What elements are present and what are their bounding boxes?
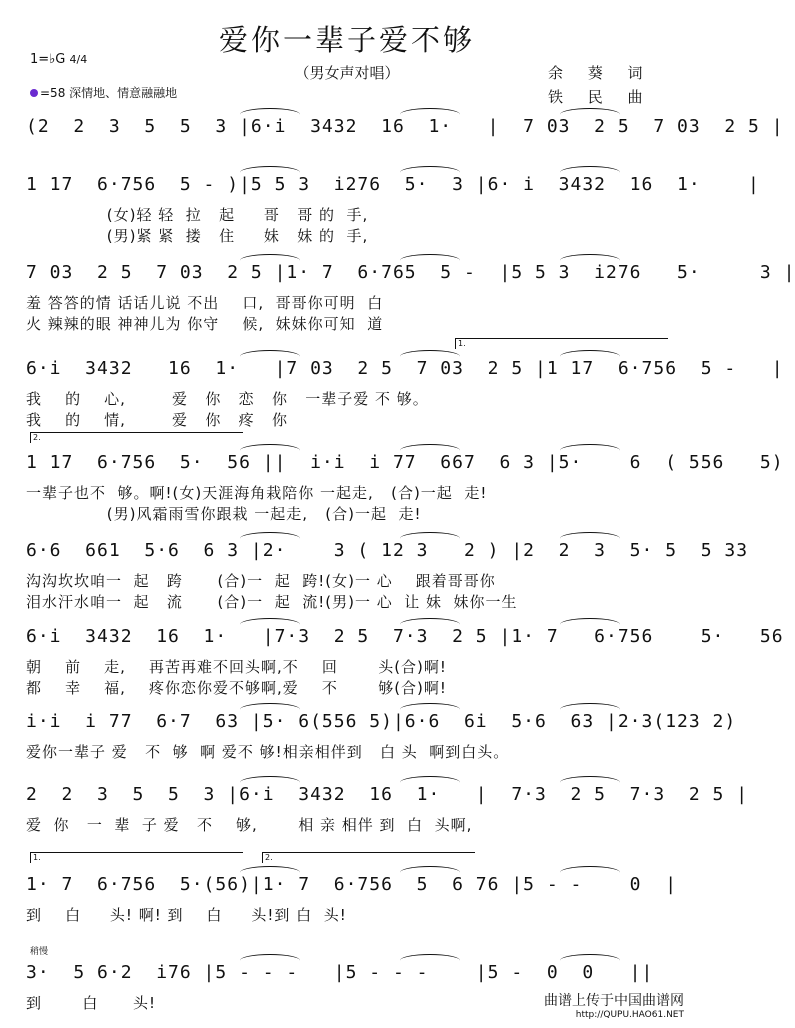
slur-mark [240,444,300,457]
slur-mark [560,444,620,457]
slur-mark [560,866,620,879]
key-signature [30,52,87,67]
slur-mark [400,866,460,879]
lyric-line: 羞 答答的情 话话儿说 不出 口, 哥哥你可明 白 [26,294,384,312]
watermark-line1: 曲谱上传于中国曲谱网 [544,993,684,1009]
slur-mark [400,350,460,363]
watermark-url: http://QUPU.HAO61.NET [575,1010,684,1020]
notation-line: 1 17 6·756 5 - )|5 5 3 i276 5· 3 |6· i 3432 16 1· | [26,174,760,195]
slur-mark [400,954,460,967]
lyric-line: 我 的 心, 爱 你 恋 你 一辈子爱 不 够。 [26,390,429,408]
notation-line: 2 2 3 5 5 3 |6·i 3432 16 1· | 7·3 2 5 7·3 2 5 | [26,784,749,805]
slur-mark [560,108,620,121]
notation-line: 1 17 6·756 5· 56 || i·i i 77 667 6 3 |5· 6 ( 556 5) [26,452,784,473]
key-text: 1=♭G [30,52,66,67]
notation-line: 6·i 3432 16 1· |7 03 2 5 7 03 2 5 |1 17 6·756 5 - | [26,358,784,379]
slur-mark [400,776,460,789]
slur-mark [400,254,460,267]
slur-mark [560,618,620,631]
volta-bracket: 2. [262,852,475,863]
slur-mark [560,954,620,967]
slur-mark [240,703,300,716]
slur-mark [240,866,300,879]
slur-mark [560,350,620,363]
notation-line: i·i i 77 6·7 63 |5· 6(556 5)|6·6 6i 5·6 63 |2·3(123 2) [26,711,737,732]
slur-mark [240,166,300,179]
subtitle: （男女声对唱） [294,64,400,82]
notation-line: 7 03 2 5 7 03 2 5 |1· 7 6·765 5 - |5 5 3 i276 5· 3 | [26,262,795,283]
slur-mark [240,254,300,267]
composer-credit: 铁 民 曲 [548,88,653,106]
slur-mark [560,703,620,716]
volta-bracket: 1. [30,852,243,863]
slur-mark [400,703,460,716]
lyric-line: 到 白 头! [26,994,156,1012]
lyric-line: 到 白 头! 啊! 到 白 头!到 白 头! [26,906,347,924]
tempo-value: =58 [40,86,66,100]
slur-mark [400,532,460,545]
time-signature: 4/4 [69,53,88,66]
notation-line: 6·6 661 5·6 6 3 |2· 3 ( 12 3 2 ) |2 2 3 5· 5 5 33 [26,540,749,561]
tempo-change-mark: 稍慢 [30,947,49,957]
lyric-line: (男)风霜雨雪你跟栽 一起走, (合)一起 走! [26,505,422,523]
notation-line: 6·i 3432 16 1· |7·3 2 5 7·3 2 5 |1· 7 6·756 5· 56 [26,626,784,647]
notation-line: (2 2 3 5 5 3 |6·i 3432 16 1· | 7 03 2 5 7 03 2 5 | [26,116,784,137]
slur-mark [240,776,300,789]
slur-mark [240,618,300,631]
lyric-line: 一辈子也不 够。啊!(女)天涯海角栽陪你 一起走, (合)一起 走! [26,484,488,502]
slur-mark [560,776,620,789]
slur-mark [400,108,460,121]
notation-line: 1· 7 6·756 5·(56)|1· 7 6·756 5 6 76 |5 - - 0 | [26,874,678,895]
lyric-line: 泪水汗水咱一 起 流 (合)一 起 流!(男)一 心 让 妹 妹你一生 [26,593,518,611]
lyric-line: 都 幸 福, 疼你恋你爱不够啊,爱 不 够(合)啊! [26,679,447,697]
slur-mark [240,108,300,121]
lyricist-credit: 余 葵 词 [548,64,653,82]
slur-mark [240,954,300,967]
quarter-note-icon [30,89,38,97]
lyric-line: (男)紧 紧 搂 住 妹 妹 的 手, [26,227,369,245]
slur-mark [560,166,620,179]
slur-mark [240,532,300,545]
slur-mark [400,618,460,631]
expression-text: 深情地、情意融融地 [69,86,178,100]
lyric-line: 朝 前 走, 再苦再难不回头啊,不 回 头(合)啊! [26,658,447,676]
page-title: 爱你一辈子爱不够 [218,23,475,57]
notation-line: 3· 5 6·2 i76 |5 - - - |5 - - - |5 - 0 0 || [26,962,654,983]
tempo-marking [30,84,177,101]
lyric-line: 沟沟坎坎咱一 起 跨 (合)一 起 跨!(女)一 心 跟着哥哥你 [26,572,496,590]
lyric-line: 爱 你 一 辈 子 爱 不 够, 相 亲 相伴 到 白 头啊, [26,816,473,834]
slur-mark [240,350,300,363]
slur-mark [560,532,620,545]
slur-mark [560,254,620,267]
lyric-line: 我 的 情, 爱 你 疼 你 [26,411,288,429]
slur-mark [400,444,460,457]
slur-mark [400,166,460,179]
volta-bracket: 1. [455,338,668,349]
lyric-line: (女)轻 轻 拉 起 哥 哥 的 手, [26,206,369,224]
volta-bracket: 2. [30,432,243,443]
watermark [544,994,684,1022]
lyric-line: 爱你一辈子 爱 不 够 啊 爱不 够!相亲相伴到 白 头 啊到白头。 [26,743,510,761]
lyric-line: 火 辣辣的眼 神神儿为 你守 候, 妹妹你可知 道 [26,315,384,333]
